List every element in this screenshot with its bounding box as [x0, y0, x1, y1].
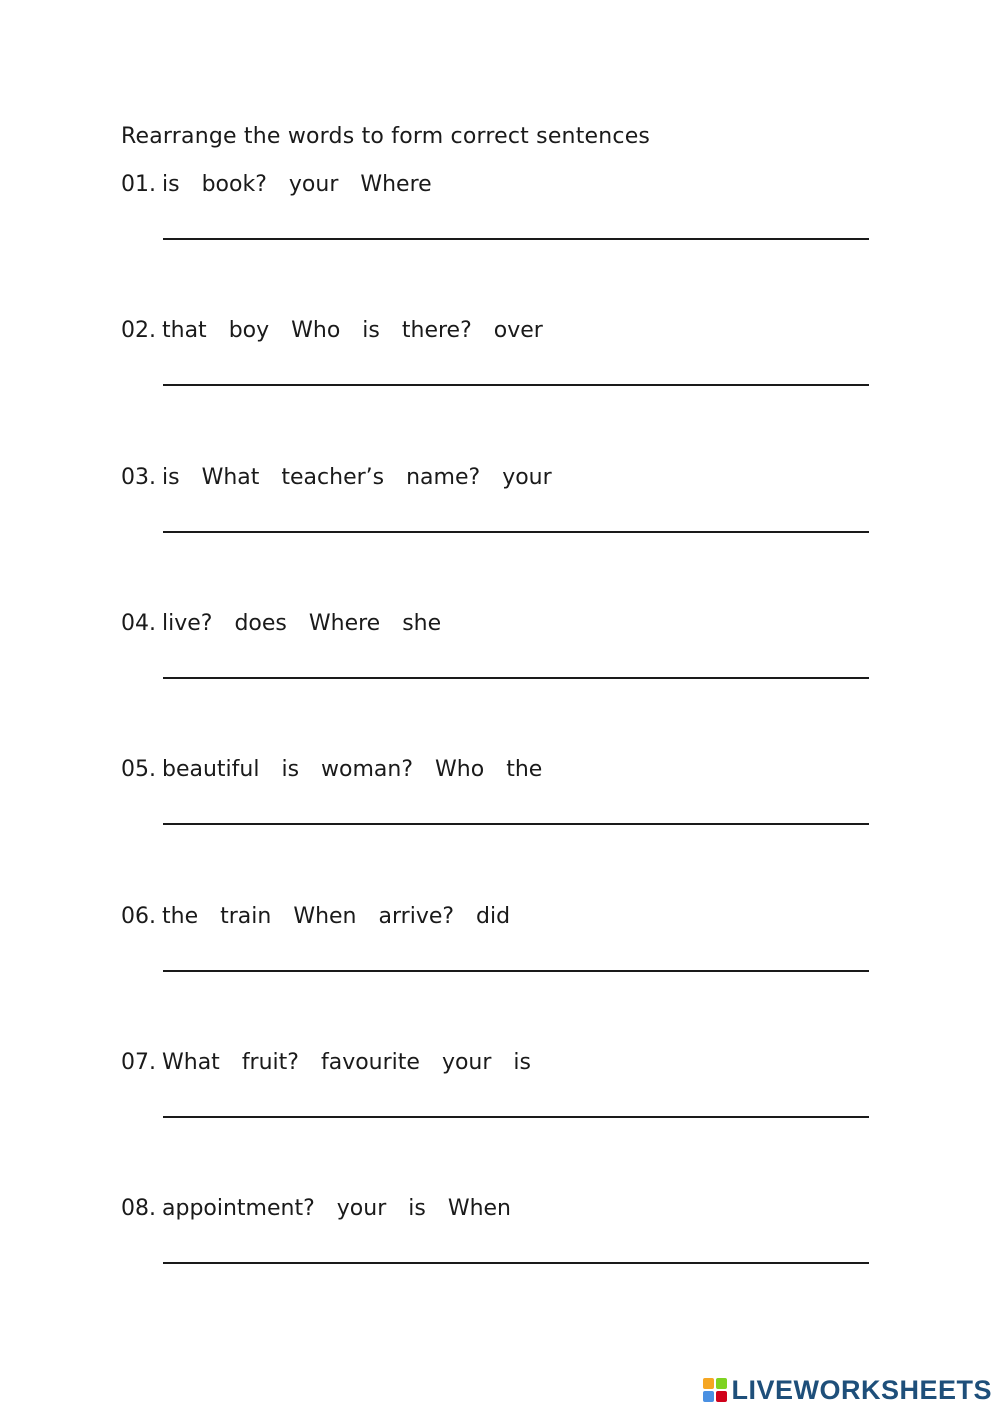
scrambled-word: Where [360, 172, 432, 197]
scrambled-word: the [506, 757, 543, 782]
scrambled-word: is [162, 465, 180, 490]
scrambled-word: name? [406, 465, 481, 490]
scrambled-word: is [281, 757, 300, 782]
scrambled-word: is [162, 172, 180, 197]
question-words [121, 757, 564, 782]
question-item [121, 757, 881, 877]
question-words [121, 611, 463, 636]
scrambled-word: woman? [321, 757, 414, 782]
scrambled-word: did [476, 904, 511, 929]
liveworksheets-logo-icon [703, 1378, 727, 1402]
question-words [121, 465, 574, 490]
scrambled-word: arrive? [378, 904, 455, 929]
scrambled-word: What [162, 1050, 220, 1075]
scrambled-word: your [288, 172, 339, 197]
question-number: 06. [121, 904, 156, 929]
question-item [121, 465, 881, 585]
logo-square [716, 1391, 727, 1402]
scrambled-word: beautiful [162, 757, 260, 782]
answer-input-line[interactable] [163, 823, 869, 825]
scrambled-word: Where [308, 611, 381, 636]
scrambled-word: What [201, 465, 260, 490]
answer-input-line[interactable] [163, 238, 869, 240]
scrambled-word: appointment? [162, 1196, 315, 1221]
scrambled-word: over [493, 318, 543, 343]
scrambled-word: is [513, 1050, 531, 1075]
question-number: 04. [121, 611, 156, 636]
question-item [121, 904, 881, 1024]
scrambled-word: does [234, 611, 287, 636]
question-item [121, 611, 881, 731]
answer-input-line[interactable] [163, 531, 869, 533]
question-number: 05. [121, 757, 156, 782]
liveworksheets-brand [703, 1373, 992, 1407]
answer-input-line[interactable] [163, 1116, 869, 1118]
question-item [121, 1050, 881, 1170]
scrambled-word: there? [401, 318, 472, 343]
logo-square [703, 1391, 714, 1402]
question-words [121, 1196, 533, 1221]
question-number: 02. [121, 318, 156, 343]
question-words [121, 904, 532, 929]
scrambled-word: teacher’s [281, 465, 385, 490]
answer-input-line[interactable] [163, 677, 869, 679]
question-words [121, 172, 454, 197]
scrambled-word: she [402, 611, 442, 636]
scrambled-word: your [336, 1196, 387, 1221]
scrambled-word: When [447, 1196, 511, 1221]
scrambled-word: Who [291, 318, 341, 343]
scrambled-word: your [441, 1050, 492, 1075]
question-words [121, 1050, 553, 1075]
scrambled-word: is [408, 1196, 426, 1221]
logo-square [716, 1378, 727, 1389]
scrambled-word: live? [162, 611, 213, 636]
scrambled-word: is [362, 318, 380, 343]
logo-square [703, 1378, 714, 1389]
question-item [121, 172, 881, 292]
scrambled-word: book? [201, 172, 267, 197]
scrambled-word: When [293, 904, 357, 929]
scrambled-word: fruit? [241, 1050, 299, 1075]
scrambled-word: favourite [320, 1050, 420, 1075]
scrambled-word: the [162, 904, 199, 929]
answer-input-line[interactable] [163, 384, 869, 386]
answer-input-line[interactable] [163, 1262, 869, 1264]
answer-input-line[interactable] [163, 970, 869, 972]
question-number: 01. [121, 172, 156, 197]
scrambled-word: Who [435, 757, 485, 782]
question-number: 07. [121, 1050, 156, 1075]
scrambled-word: boy [228, 318, 270, 343]
scrambled-word: your [502, 465, 552, 490]
instruction-text: Rearrange the words to form correct sentences [121, 124, 651, 149]
question-number: 03. [121, 465, 156, 490]
question-item [121, 1196, 881, 1316]
question-item [121, 318, 881, 438]
question-number: 08. [121, 1196, 156, 1221]
brand-text: LIVEWORKSHEETS [731, 1374, 992, 1405]
question-words [121, 318, 565, 343]
scrambled-word: that [162, 318, 207, 343]
scrambled-word: train [220, 904, 272, 929]
